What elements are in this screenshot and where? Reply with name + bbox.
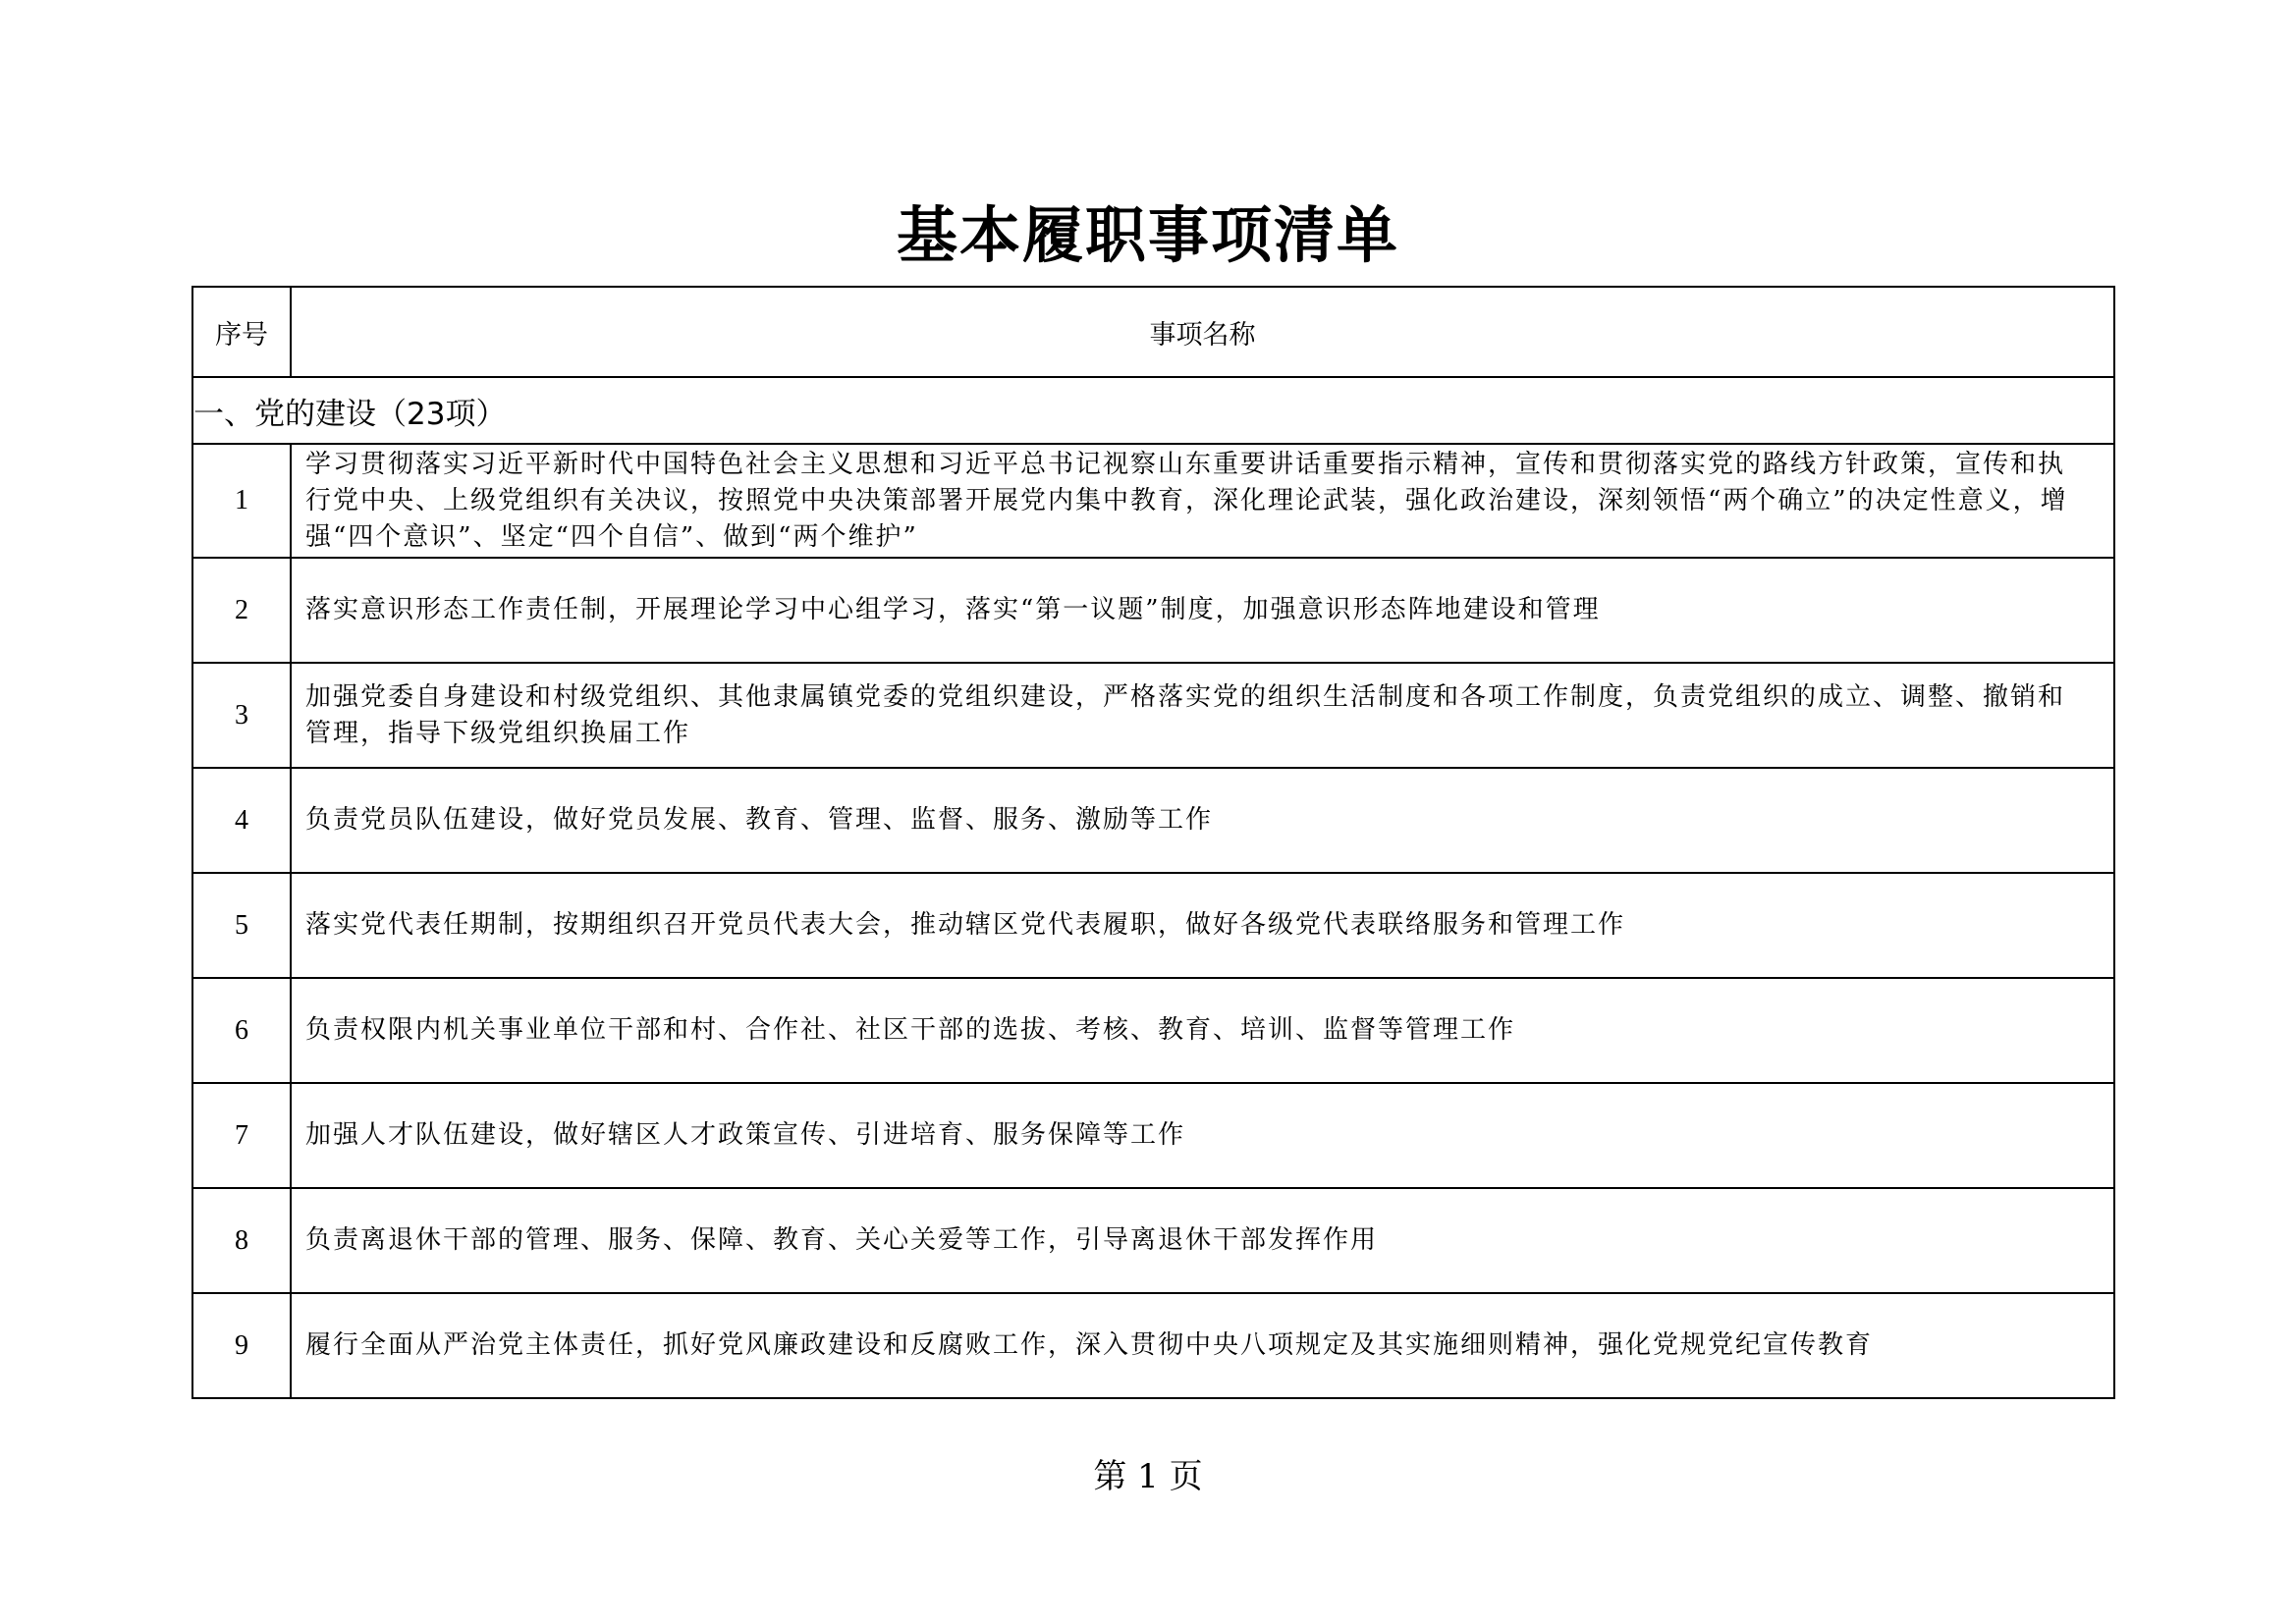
- row-item-name: 加强人才队伍建设，做好辖区人才政策宣传、引进培育、服务保障等工作: [291, 1083, 2114, 1188]
- table-row: [192, 1293, 2114, 1398]
- row-item-name: 负责离退休干部的管理、服务、保障、教育、关心关爱等工作，引导离退休干部发挥作用: [291, 1188, 2114, 1293]
- header-number: 序号: [192, 287, 291, 377]
- header-item-name: 事项名称: [291, 287, 2114, 377]
- row-item-name: 落实党代表任期制，按期组织召开党员代表大会，推动辖区党代表履职，做好各级党代表联络服务和管理工作: [291, 873, 2114, 978]
- table-row: [192, 768, 2114, 873]
- row-number: 8: [192, 1188, 291, 1293]
- row-number: 5: [192, 873, 291, 978]
- row-item-name: 负责党员队伍建设，做好党员发展、教育、管理、监督、服务、激励等工作: [291, 768, 2114, 873]
- table-row: [192, 663, 2114, 768]
- row-number: 7: [192, 1083, 291, 1188]
- table-row: [192, 1083, 2114, 1188]
- row-number: 9: [192, 1293, 291, 1398]
- row-item-name: 履行全面从严治党主体责任，抓好党风廉政建设和反腐败工作，深入贯彻中央八项规定及其实施细则精神，强化党规党纪宣传教育: [291, 1293, 2114, 1398]
- section-label: 一、党的建设（23项）: [192, 377, 2114, 444]
- table-header-row: [192, 287, 2114, 377]
- row-number: 2: [192, 558, 291, 663]
- row-number: 4: [192, 768, 291, 873]
- section-row-party-building: [192, 377, 2114, 444]
- row-number: 6: [192, 978, 291, 1083]
- row-number: 3: [192, 663, 291, 768]
- table-row: [192, 978, 2114, 1083]
- duty-list-table: [191, 286, 2115, 1399]
- row-item-name: 落实意识形态工作责任制，开展理论学习中心组学习，落实“第一议题”制度，加强意识形态阵地建设和管理: [291, 558, 2114, 663]
- table-row: [192, 444, 2114, 558]
- row-item-name: 加强党委自身建设和村级党组织、其他隶属镇党委的党组织建设，严格落实党的组织生活制度和各项工作制度，负责党组织的成立、调整、撤销和管理，指导下级党组织换届工作: [291, 663, 2114, 768]
- table-row: [192, 873, 2114, 978]
- table-row: [192, 1188, 2114, 1293]
- document-title: 基本履职事项清单: [896, 199, 1399, 271]
- row-number: 1: [192, 444, 291, 558]
- row-item-name: 负责权限内机关事业单位干部和村、合作社、社区干部的选拔、考核、教育、培训、监督等管理工作: [291, 978, 2114, 1083]
- page-number: 第 1 页: [1093, 1457, 1203, 1496]
- table-row: [192, 558, 2114, 663]
- row-item-name: 学习贯彻落实习近平新时代中国特色社会主义思想和习近平总书记视察山东重要讲话重要指示精神，宣传和贯彻落实党的路线方针政策，宣传和执行党中央、上级党组织有关决议，按照党中央决策部署开展党内集中教育，深化理论武装，强化政治建设，深刻领悟“两个确立”的决定性意义，增强“四个意识”、坚定“四个自信”、做到“两个维护”: [291, 444, 2114, 558]
